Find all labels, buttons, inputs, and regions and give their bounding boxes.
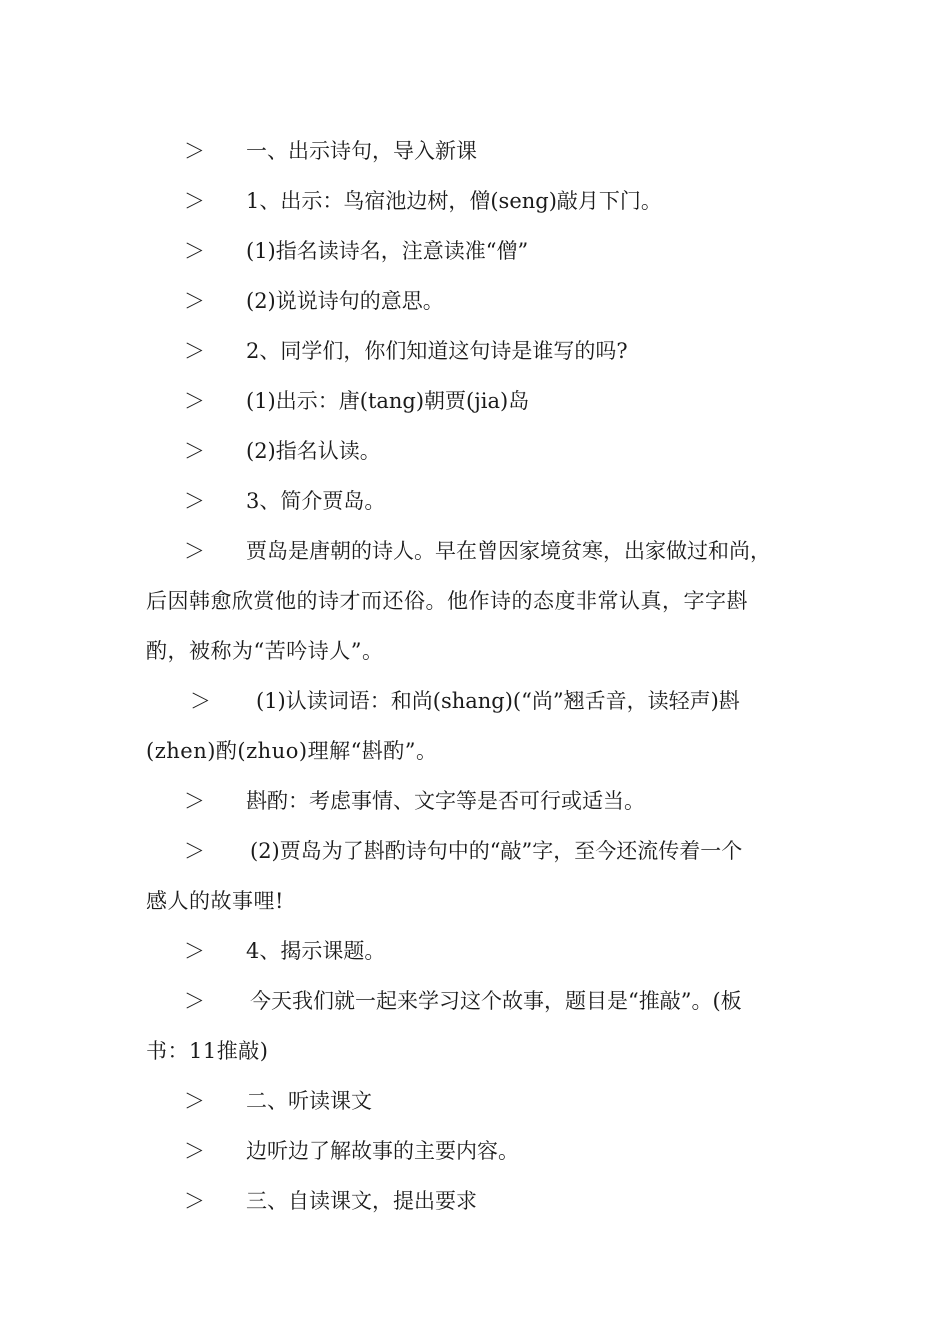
bullet-icon: ＞	[184, 289, 205, 313]
continuation-text: 感人的故事哩!	[146, 889, 284, 913]
continuation-text: 后因韩愈欣赏他的诗才而还俗。他作诗的态度非常认真，字字斟	[146, 589, 748, 613]
bullet-icon: ＞	[184, 489, 205, 513]
bullet-icon: ＞	[184, 389, 205, 413]
item-text: 4、揭示课题。	[246, 939, 386, 963]
item-text: 一、出示诗句，导入新课	[246, 139, 477, 163]
item-text: (2)贾岛为了斟酌诗句中的“敲”字，至今还流传着一个	[250, 839, 743, 863]
item-text: (2)指名认读。	[246, 439, 381, 463]
continuation-text: 酌，被称为“苦吟诗人”。	[146, 639, 384, 663]
bullet-icon: ＞	[184, 339, 205, 363]
bullet-icon: ＞	[184, 139, 205, 163]
bullet-icon: ＞	[184, 1089, 205, 1113]
bullet-icon: ＞	[184, 1139, 205, 1163]
bullet-icon: ＞	[184, 989, 205, 1013]
item-text: 二、听读课文	[246, 1089, 372, 1113]
item-text: 3、简介贾岛。	[246, 489, 386, 513]
bullet-icon: ＞	[184, 839, 205, 863]
item-text: 2、同学们，你们知道这句诗是谁写的吗?	[246, 339, 628, 363]
item-text: 斟酌：考虑事情、文字等是否可行或适当。	[246, 789, 645, 813]
item-text: (2)说说诗句的意思。	[246, 289, 444, 313]
item-text: 贾岛是唐朝的诗人。早在曾因家境贫寒，出家做过和尚，	[246, 539, 771, 563]
item-text: 三、自读课文，提出要求	[246, 1189, 477, 1213]
bullet-icon: ＞	[184, 939, 205, 963]
bullet-icon: ＞	[184, 1189, 205, 1213]
item-text: (1)出示：唐(tang)朝贾(jia)岛	[246, 389, 530, 413]
bullet-icon: ＞	[184, 539, 205, 563]
bullet-icon: ＞	[184, 789, 205, 813]
bullet-icon: ＞	[184, 439, 205, 463]
item-text: 1、出示：鸟宿池边树，僧(seng)敲月下门。	[246, 189, 662, 213]
item-text: (1)指名读诗名，注意读准“僧”	[246, 239, 529, 263]
bullet-icon: ＞	[184, 239, 205, 263]
continuation-text: (zhen)酌(zhuo)理解“斟酌”。	[146, 739, 438, 763]
item-text: (1)认读词语：和尚(shang)(“尚”翘舌音，读轻声)斟	[256, 689, 740, 713]
item-text: 边听边了解故事的主要内容。	[246, 1139, 519, 1163]
item-text: 今天我们就一起来学习这个故事，题目是“推敲”。(板	[250, 989, 742, 1013]
continuation-text: 书：11推敲)	[146, 1039, 269, 1063]
bullet-icon: ＞	[184, 189, 205, 213]
bullet-icon: ＞	[190, 689, 211, 713]
